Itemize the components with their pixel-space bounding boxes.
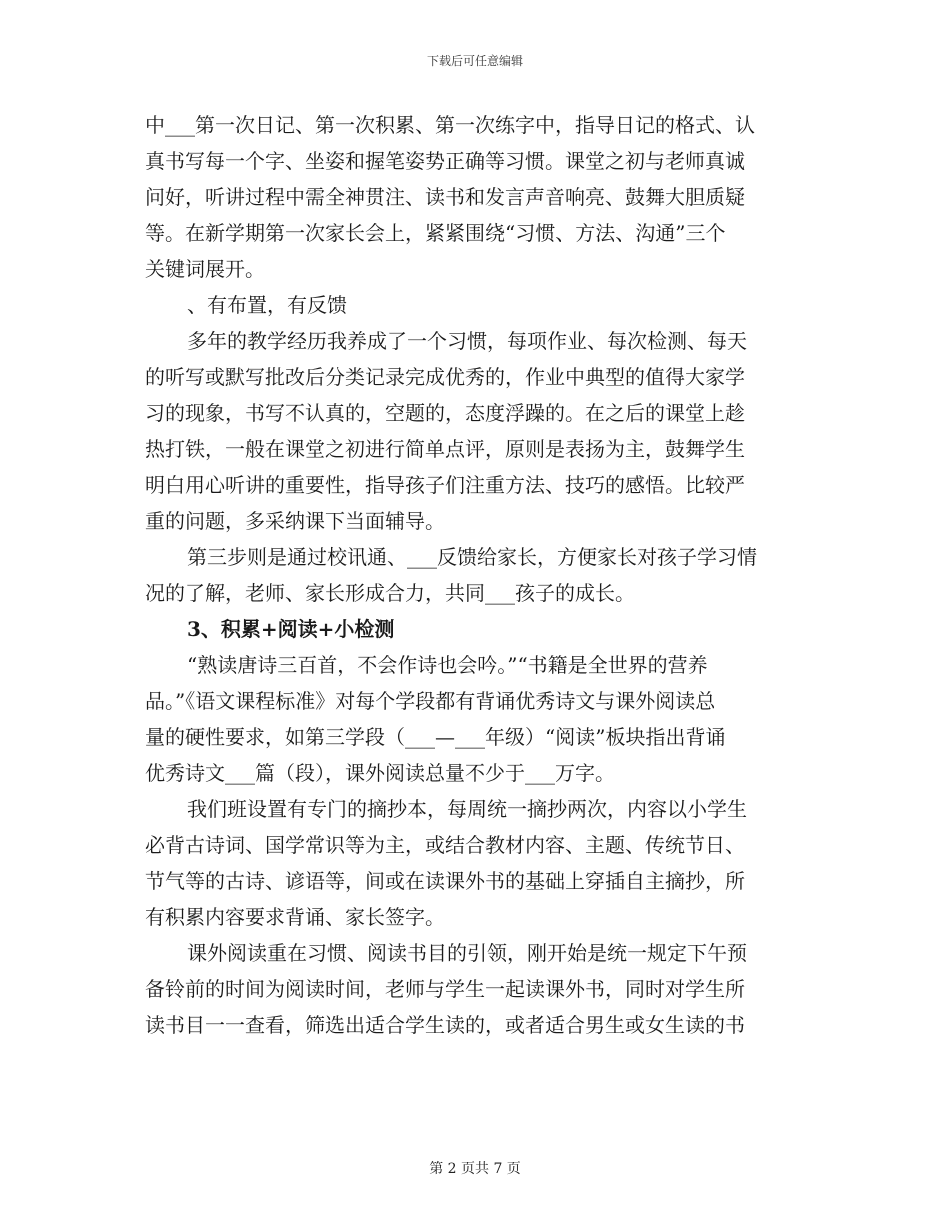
document-body (145, 107, 805, 1043)
text-line: “熟读唐诗三百首，不会作诗也会吟。”“书籍是全世界的营养 (187, 653, 708, 677)
text-line: 品。”《语文课程标准》对每个学段都有背诵优秀诗文与课外阅读总 (145, 689, 716, 713)
text-line: 热打铁，一般在课堂之初进行简单点评，原则是表扬为主，鼓舞学生 (145, 437, 745, 461)
text-line: 多年的教学经历我养成了一个习惯，每项作业、每次检测、每天 (187, 329, 747, 353)
text-line: 习的现象，书写不认真的，空题的，态度浮躁的。在之后的课堂上趁 (145, 401, 745, 425)
page-header: 下载后可任意编辑 (426, 54, 523, 68)
text-line: 等。在新学期第一次家长会上，紧紧围绕“习惯、方法、沟通”三个 (145, 221, 726, 245)
text-line: 明白用心听讲的重要性，指导孩子们注重方法、技巧的感悟。比较严 (145, 473, 745, 497)
page-footer: 第 2 页共 7 页 (429, 1161, 521, 1177)
text-line: 有积累内容要求背诵、家长签字。 (145, 905, 445, 929)
text-line: 第三步则是通过校讯通、___反馈给家长，方便家长对孩子学习情 (187, 545, 757, 569)
text-line: 我们班设置有专门的摘抄本，每周统一摘抄两次，内容以小学生 (187, 797, 747, 821)
text-line: 问好，听讲过程中需全神贯注、读书和发言声音响亮、鼓舞大胆质疑 (145, 185, 745, 209)
text-line: 备铃前的时间为阅读时间，老师与学生一起读课外书，同时对学生所 (145, 977, 745, 1001)
subheading: 、有布置，有反馈 (187, 293, 347, 317)
text-line: 真书写每一个字、坐姿和握笔姿势正确等习惯。课堂之初与老师真诚 (145, 149, 745, 173)
text-line: 关键词展开。 (145, 257, 265, 281)
text-line: 读书目一一查看，筛选出适合学生读的，或者适合男生或女生读的书 (145, 1013, 745, 1037)
text-line: 课外阅读重在习惯、阅读书目的引领，刚开始是统一规定下午预 (187, 941, 747, 965)
text-line: 优秀诗文___篇（段），课外阅读总量不少于___万字。 (145, 761, 615, 785)
section-heading: 3、积累+阅读+小检测 (187, 617, 395, 641)
text-line: 重的问题，多采纳课下当面辅导。 (145, 509, 445, 533)
text-line: 节气等的古诗、谚语等，间或在读课外书的基础上穿插自主摘抄，所 (145, 869, 745, 893)
text-line: 必背古诗词、国学常识等为主，或结合教材内容、主题、传统节日、 (145, 833, 745, 857)
text-line: 的听写或默写批改后分类记录完成优秀的，作业中典型的值得大家学 (145, 365, 745, 389)
text-line: 况的了解，老师、家长形成合力，共同___孩子的成长。 (145, 581, 635, 605)
text-line: 量的硬性要求，如第三学段（___—___年级）“阅读”板块指出背诵 (145, 725, 726, 749)
text-line: 中___第一次日记、第一次积累、第一次练字中，指导日记的格式、认 (145, 113, 755, 137)
